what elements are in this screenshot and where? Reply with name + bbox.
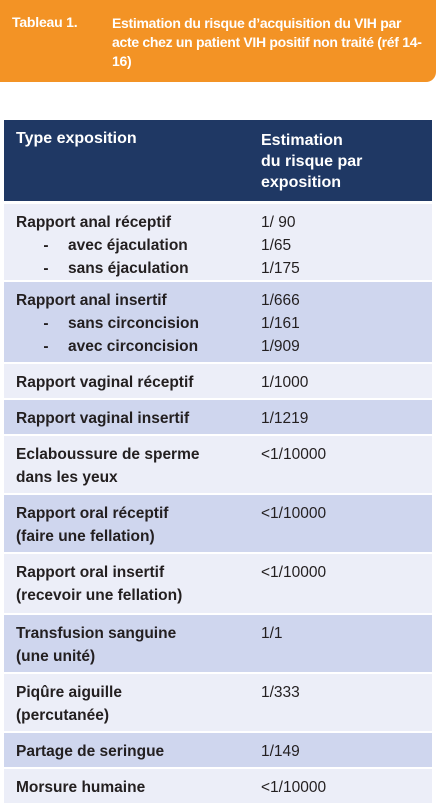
risk-value: <1/10000 (261, 446, 327, 463)
exposure-label: Eclaboussure de sperme (16, 446, 200, 463)
risk-value: 1/1000 (261, 374, 309, 391)
sub-label: avec circoncision (68, 338, 199, 355)
risk-value: 1/333 (261, 684, 300, 701)
exposure-cell (16, 622, 256, 668)
exposure-label: Rapport vaginal insertif (16, 410, 190, 427)
exposure-label: (recevoir une fellation) (16, 587, 183, 604)
exposure-label: Partage de seringue (16, 743, 165, 760)
exposure-label: dans les yeux (16, 469, 118, 486)
risk-value: 1/666 (261, 292, 300, 309)
table-row (4, 400, 432, 436)
table-row (4, 204, 432, 282)
table-row (4, 674, 432, 733)
sub-label: avec éjaculation (68, 237, 188, 254)
exposure-label: Transfusion sanguine (16, 625, 177, 642)
table-row (4, 282, 432, 364)
exposure-label: Rapport oral insertif (16, 564, 165, 581)
exposure-label: Morsure humaine (16, 779, 146, 796)
table-number: Tableau 1. (12, 14, 78, 30)
table-caption-banner (0, 0, 436, 82)
table-title: Estimation du risque d’acquisition du VIH par acte chez un patient VIH positif non traité (réf 14-16) (112, 15, 422, 69)
exposure-label: (percutanée) (16, 707, 110, 724)
exposure-cell (16, 443, 256, 489)
risk-value: <1/10000 (261, 505, 327, 522)
exposure-label: Rapport vaginal réceptif (16, 374, 194, 391)
risk-cell (261, 289, 421, 358)
exposure-cell (16, 502, 256, 548)
risk-table (4, 120, 432, 803)
risk-value: 1/1 (261, 625, 283, 642)
bullet-dash: - (43, 237, 49, 254)
sub-label: sans éjaculation (68, 260, 189, 277)
risk-value: 1/1219 (261, 410, 309, 427)
sub-label: sans circoncision (68, 315, 199, 332)
exposure-cell (16, 211, 256, 280)
sub-item (16, 312, 256, 335)
risk-value: 1/175 (261, 260, 300, 277)
bullet-dash: - (43, 260, 49, 277)
risk-value: <1/10000 (261, 564, 327, 581)
exposure-label: Rapport oral réceptif (16, 505, 169, 522)
risk-cell (261, 211, 421, 280)
table-row (4, 769, 432, 803)
table-row (4, 364, 432, 400)
exposure-label: (une unité) (16, 648, 96, 665)
table-row (4, 615, 432, 674)
risk-value: 1/909 (261, 338, 300, 355)
sub-item (16, 335, 256, 358)
risk-value: 1/65 (261, 237, 292, 254)
header-estimation-line1: Estimation (261, 132, 343, 149)
header-estimation (261, 130, 411, 193)
sub-item (16, 234, 256, 257)
table-row (4, 554, 432, 615)
table-row (4, 495, 432, 554)
exposure-label: Rapport anal réceptif (16, 214, 172, 231)
exposure-cell (16, 681, 256, 727)
header-estimation-line3: exposition (261, 174, 342, 191)
risk-value: 1/161 (261, 315, 300, 332)
exposure-cell (16, 561, 256, 607)
bullet-dash: - (43, 338, 49, 355)
table-row (4, 733, 432, 769)
exposure-label: Rapport anal insertif (16, 292, 167, 309)
table-header (4, 120, 432, 204)
sub-item (16, 257, 256, 280)
risk-value: 1/149 (261, 743, 300, 760)
header-type-exposition: Type exposition (16, 130, 137, 147)
risk-value: 1/ 90 (261, 214, 296, 231)
risk-value: <1/10000 (261, 779, 327, 796)
exposure-cell (16, 289, 256, 358)
bullet-dash: - (43, 315, 49, 332)
header-estimation-line2: du risque par (261, 153, 363, 170)
exposure-label: (faire une fellation) (16, 528, 155, 545)
table-row (4, 436, 432, 495)
exposure-label: Piqûre aiguille (16, 684, 122, 701)
